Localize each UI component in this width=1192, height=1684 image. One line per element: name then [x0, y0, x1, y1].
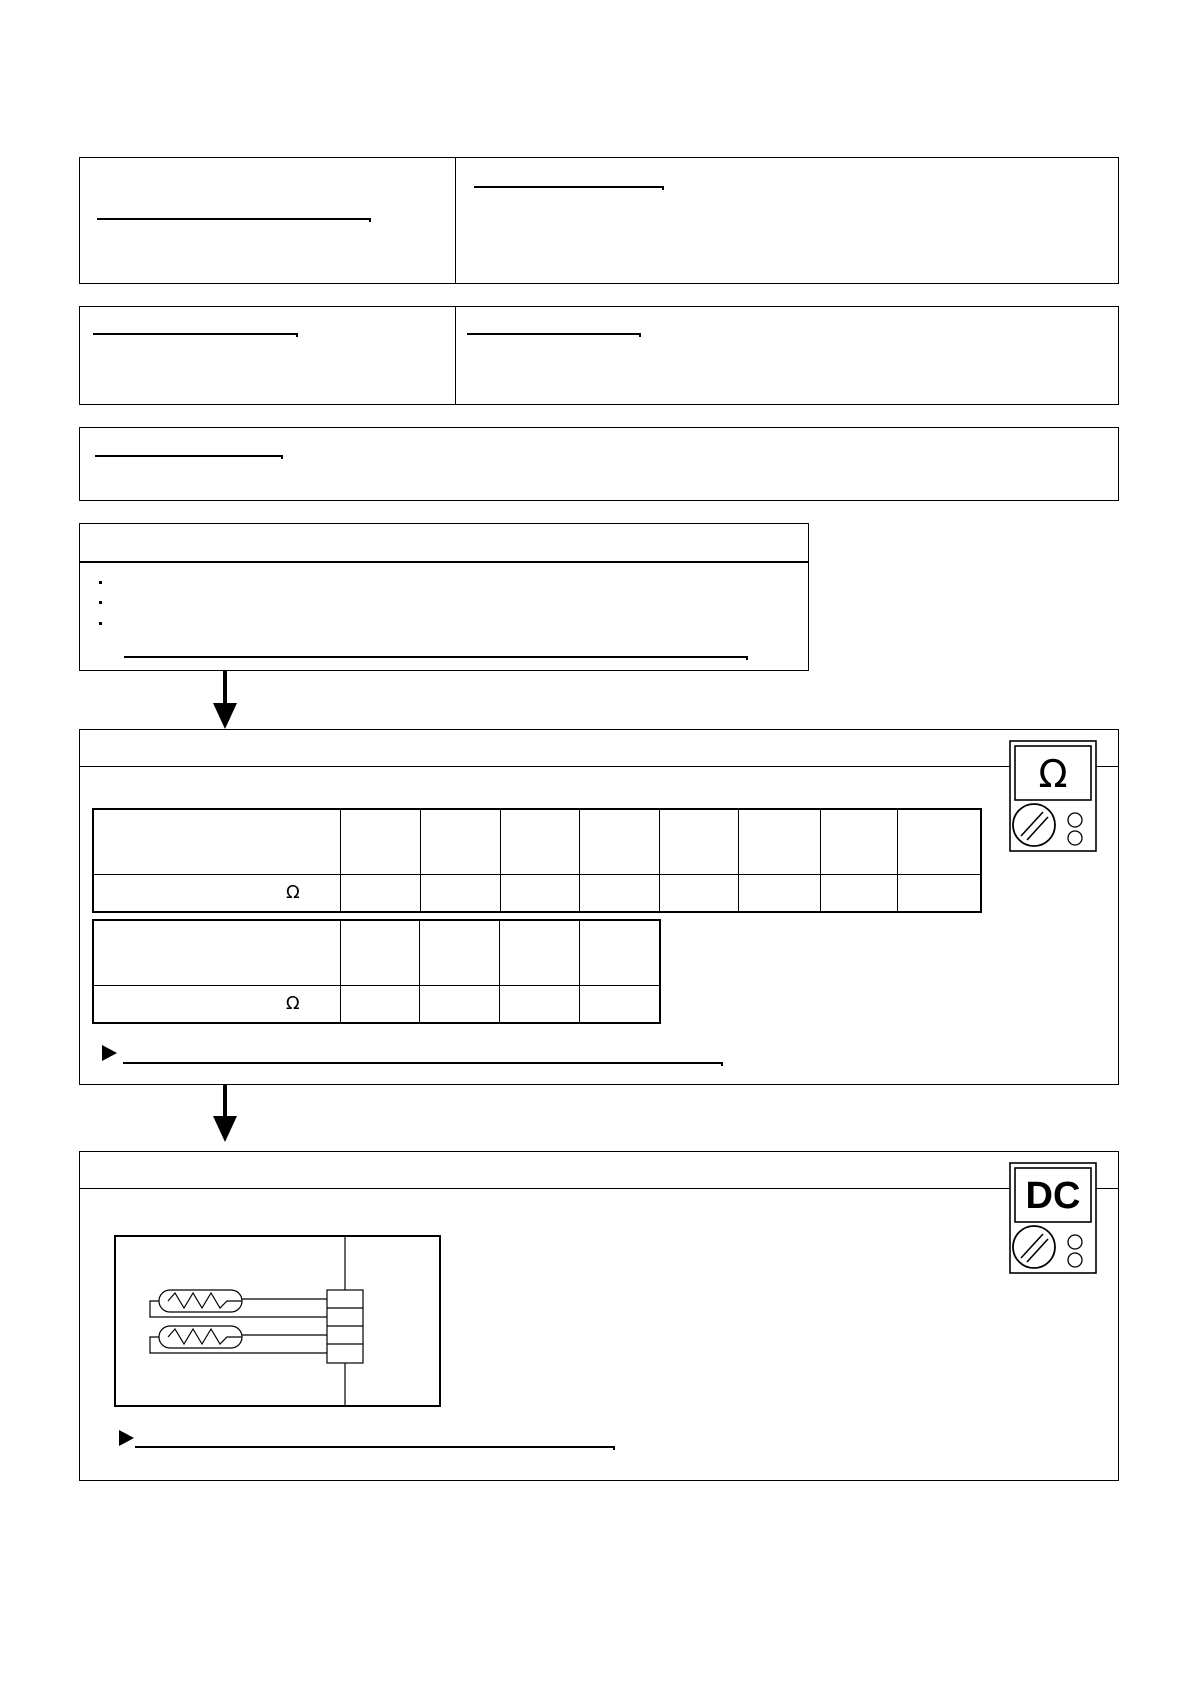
resistance-unit-cell: Ω: [93, 985, 340, 1023]
precaution-underline: [124, 656, 746, 658]
table-cell: [660, 809, 739, 874]
heater-connector-diagram: [114, 1235, 442, 1408]
table-header-cell: [93, 809, 340, 874]
table-cell: [898, 874, 981, 912]
down-arrow-icon: [210, 671, 240, 731]
table-cell: [660, 874, 739, 912]
header-block-3: [79, 427, 1119, 501]
header-block-2-divider: [455, 307, 456, 404]
table-cell: [420, 985, 500, 1023]
list-bullet: [99, 601, 102, 604]
table-cell: [340, 874, 420, 912]
table-cell: [580, 985, 660, 1023]
ohm-symbol: Ω: [1038, 752, 1068, 796]
table-cell: [500, 874, 580, 912]
table-cell: [739, 874, 821, 912]
ohmmeter-icon: [1009, 740, 1097, 852]
table-cell: [420, 920, 500, 985]
resistance-note-underline: [123, 1062, 721, 1064]
table-cell: [340, 920, 420, 985]
table-header-cell: [93, 920, 340, 985]
precaution-block: [79, 523, 809, 671]
table-cell: [500, 920, 580, 985]
triangle-bullet-icon: [102, 1045, 117, 1061]
table-cell: [580, 920, 660, 985]
dc-voltmeter-icon: [1009, 1162, 1097, 1274]
table-cell: [739, 809, 821, 874]
list-bullet: [99, 581, 102, 584]
voltage-note-underline: [135, 1446, 613, 1448]
voltage-check-title-divider: [80, 1188, 1118, 1189]
dc-label: DC: [1025, 1175, 1081, 1217]
header-block-2-left-underline: [93, 333, 296, 335]
header-block-1-right-underline: [474, 186, 662, 188]
table-cell: [420, 809, 500, 874]
table-cell: [898, 809, 981, 874]
header-block-1-divider: [455, 158, 456, 283]
header-block-1-left-underline: [97, 218, 369, 220]
table-cell: [340, 809, 420, 874]
header-block-2: [79, 306, 1119, 405]
table-cell: [580, 874, 660, 912]
table-cell: [340, 985, 420, 1023]
resistance-check-title-divider: [80, 766, 1118, 767]
header-block-2-right-underline: [467, 333, 639, 335]
down-arrow-icon: [210, 1084, 240, 1144]
triangle-bullet-icon: [119, 1430, 134, 1446]
table-cell: [821, 874, 898, 912]
table-cell: [500, 809, 580, 874]
table-cell: [420, 874, 500, 912]
resistance-table-2: [92, 919, 661, 1024]
list-bullet: [99, 622, 102, 625]
precaution-block-title-divider: [80, 561, 808, 563]
table-cell: [821, 809, 898, 874]
table-cell: [500, 985, 580, 1023]
connector-icon: [327, 1290, 363, 1363]
header-block-1: [79, 157, 1119, 284]
resistance-unit-cell: Ω: [93, 874, 340, 912]
table-cell: [580, 809, 660, 874]
resistance-table-1: [92, 808, 982, 913]
header-block-3-underline: [95, 455, 281, 457]
